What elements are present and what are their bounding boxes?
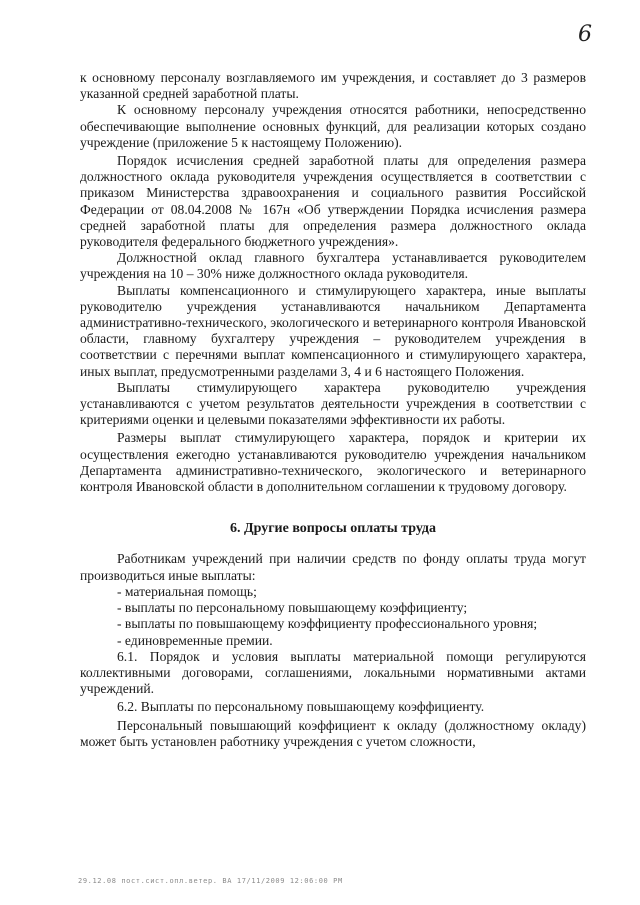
paragraph: Порядок исчисления средней заработной платы для определения размера должностного оклада руководителя учреждения осуществляется в соответствии с приказом Министерства здравоохранения и социального развития Российской Федерации от 08.04.2008 № 167н «Об утверждении Порядка исчисления размера средней заработной платы для определения размера должностного оклада руководителя федерального бюджетного учреждения». <box>80 153 586 250</box>
paragraph: Должностной оклад главного бухгалтера устанавливается руководителем учреждения на 10 – 30% ниже должностного оклада руководителя. <box>80 250 586 282</box>
section-heading: 6. Другие вопросы оплаты труда <box>229 521 437 537</box>
list-item: - материальная помощь; <box>117 583 257 599</box>
paragraph: к основному персоналу возглавляемого им учреждения, и составляет до 3 размеров указанной средней заработной платы. <box>80 70 586 102</box>
paragraph: Работникам учреждений при наличии средств по фонду оплаты труда могут производиться иные выплаты: <box>80 551 586 583</box>
paragraph: Персональный повышающий коэффициент к окладу (должностному окладу) может быть установлен работнику учреждения с учетом сложности, <box>80 717 586 749</box>
footer-file-info: 29.12.08 пост.сист.опл.ветер. ВА 17/11/2009 12:06:00 PM <box>78 877 343 885</box>
paragraph: 6.1. Порядок и условия выплаты материальной помощи регулируются коллективными договорами, соглашениями, локальными нормативными актами учреждений. <box>80 648 586 697</box>
list-item: - выплаты по персональному повышающему коэффициенту; <box>117 600 468 616</box>
paragraph: Размеры выплат стимулирующего характера, порядок и критерии их осуществления ежегодно устанавливаются руководителю учреждения начальником Департамента административно-технического, экологического и ветеринарного контроля Ивановской области в дополнительном соглашении к трудовому договору. <box>80 430 586 495</box>
paragraph: К основному персоналу учреждения относятся работники, непосредственно обеспечивающие выполнение основных функций, для реализации которых создано учреждение (приложение 5 к настоящему Положению). <box>80 102 586 150</box>
list-item: - выплаты по повышающему коэффициенту профессионального уровня; <box>117 616 538 632</box>
list-item: - единовременные премии. <box>117 632 273 648</box>
page-number: 6 <box>578 22 592 47</box>
paragraph: 6.2. Выплаты по персональному повышающему коэффициенту. <box>117 699 485 715</box>
paragraph: Выплаты компенсационного и стимулирующего характера, иные выплаты руководителю учреждения устанавливаются начальником Департамента административно-технического, экологического и ветеринарного контроля Ивановской области, главному бухгалтеру учреждения – руководителем учреждения в соответствии с перечнями выплат компенсационного и стимулирующего характера, иных выплат, предусмотренными разделами 3, 4 и 6 настоящего Положения. <box>80 282 586 379</box>
paragraph: Выплаты стимулирующего характера руководителю учреждения устанавливаются с учетом результатов деятельности учреждения в соответствии с критериями оценки и целевыми показателями эффективности их работы. <box>80 379 586 428</box>
document-body <box>80 70 586 750</box>
